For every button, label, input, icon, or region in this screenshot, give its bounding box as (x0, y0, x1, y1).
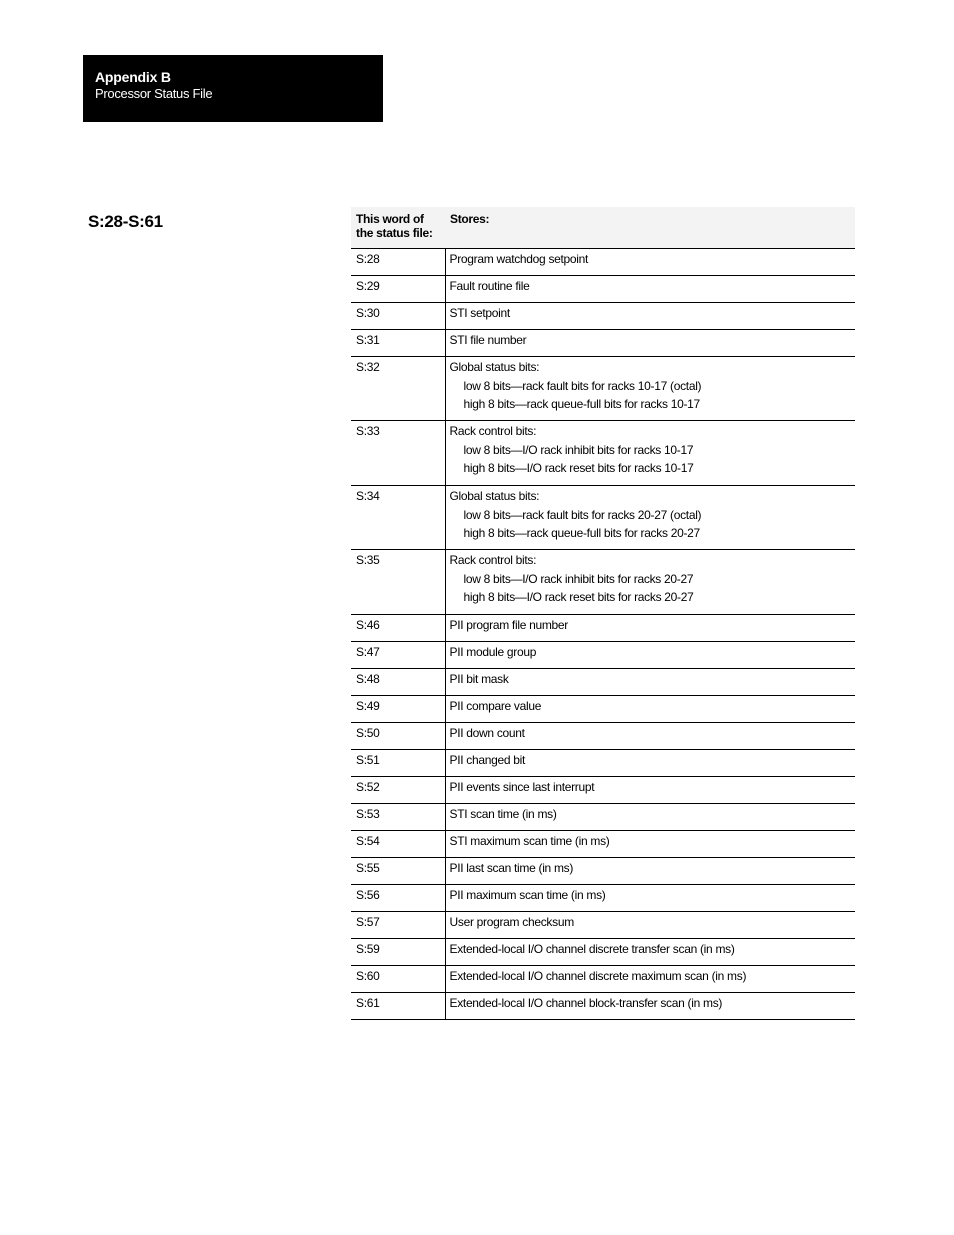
stores-detail-line: low 8 bits—rack fault bits for racks 10-17 (octal) (463, 378, 702, 393)
stores-cell (445, 614, 855, 641)
stores-cell (445, 965, 855, 992)
column-header-word-label (356, 212, 433, 240)
stores-description: PII program file number (449, 617, 568, 632)
table-row (351, 421, 855, 486)
status-word-cell: S:56 (351, 884, 445, 911)
stores-description: PII last scan time (in ms) (449, 860, 574, 875)
stores-description: Global status bits: (449, 488, 540, 503)
table-row (351, 248, 855, 275)
table-row (351, 776, 855, 803)
stores-description: STI maximum scan time (in ms) (449, 833, 610, 848)
status-word-cell: S:61 (351, 992, 445, 1019)
stores-cell (445, 938, 855, 965)
stores-description: Fault routine file (449, 278, 530, 293)
stores-description: Rack control bits: (449, 553, 537, 567)
stores-cell (445, 695, 855, 722)
stores-cell (445, 641, 855, 668)
appendix-header (83, 55, 383, 122)
table-row (351, 695, 855, 722)
status-word-cell: S:31 (351, 329, 445, 356)
stores-detail-line: high 8 bits—rack queue-full bits for racks 20-27 (463, 525, 700, 540)
stores-detail-line: low 8 bits—I/O rack inhibit bits for racks 20-27 (463, 572, 694, 586)
table-body (351, 248, 855, 1019)
stores-cell (445, 803, 855, 830)
status-word-cell: S:57 (351, 911, 445, 938)
stores-description: PII module group (449, 644, 537, 659)
status-file-table (351, 207, 855, 1020)
status-word-cell: S:28 (351, 248, 445, 275)
stores-cell (445, 884, 855, 911)
stores-cell (445, 857, 855, 884)
status-word-cell: S:60 (351, 965, 445, 992)
table-row (351, 356, 855, 421)
stores-detail-line: high 8 bits—rack queue-full bits for racks 10-17 (463, 396, 700, 411)
stores-detail-line: low 8 bits—I/O rack inhibit bits for racks 10-17 (463, 443, 694, 457)
status-word-cell: S:53 (351, 803, 445, 830)
stores-cell (445, 749, 855, 776)
appendix-subtitle: Processor Status File (95, 86, 213, 101)
stores-cell (445, 911, 855, 938)
stores-description: User program checksum (449, 914, 574, 929)
table-row (351, 302, 855, 329)
status-word-cell: S:52 (351, 776, 445, 803)
stores-cell (445, 550, 855, 615)
stores-description: PII bit mask (449, 671, 509, 686)
table-row (351, 722, 855, 749)
stores-cell (445, 722, 855, 749)
table-row (351, 485, 855, 550)
column-header-word (351, 207, 445, 248)
status-word-cell: S:29 (351, 275, 445, 302)
stores-cell (445, 485, 855, 550)
stores-description: Extended-local I/O channel block-transfer scan (in ms) (449, 995, 723, 1010)
appendix-title: Appendix B (95, 69, 171, 85)
section-heading: S:28-S:61 (88, 212, 163, 231)
stores-description: PII changed bit (449, 752, 526, 767)
stores-cell (445, 248, 855, 275)
status-word-cell: S:47 (351, 641, 445, 668)
stores-description: PII maximum scan time (in ms) (449, 887, 606, 902)
stores-description: PII down count (449, 725, 525, 740)
table-row (351, 911, 855, 938)
table-row (351, 803, 855, 830)
stores-cell (445, 356, 855, 421)
status-word-cell: S:59 (351, 938, 445, 965)
stores-description: STI setpoint (449, 305, 510, 320)
status-word-cell: S:35 (351, 550, 445, 615)
status-word-cell: S:55 (351, 857, 445, 884)
stores-detail-line: high 8 bits—I/O rack reset bits for racks 10-17 (463, 461, 694, 475)
stores-cell (445, 668, 855, 695)
table-row (351, 830, 855, 857)
stores-description: Program watchdog setpoint (449, 251, 589, 266)
stores-description: Extended-local I/O channel discrete transfer scan (in ms) (449, 941, 735, 956)
status-word-cell: S:48 (351, 668, 445, 695)
status-word-cell: S:46 (351, 614, 445, 641)
stores-description: Extended-local I/O channel discrete maximum scan (in ms) (449, 968, 747, 983)
stores-cell (445, 830, 855, 857)
table-row (351, 614, 855, 641)
table-row (351, 668, 855, 695)
status-word-cell: S:34 (351, 485, 445, 550)
stores-cell (445, 329, 855, 356)
status-word-cell: S:54 (351, 830, 445, 857)
table-row (351, 857, 855, 884)
stores-description: PII events since last interrupt (449, 779, 595, 794)
column-header-stores-label: Stores: (450, 212, 490, 226)
stores-cell (445, 776, 855, 803)
table-row (351, 992, 855, 1019)
stores-description: PII compare value (449, 698, 542, 713)
stores-description: STI scan time (in ms) (449, 806, 557, 821)
stores-description: STI file number (449, 332, 527, 347)
status-word-cell: S:51 (351, 749, 445, 776)
table-row (351, 641, 855, 668)
stores-detail-line: low 8 bits—rack fault bits for racks 20-27 (octal) (463, 507, 702, 522)
column-header-word-line: the status file: (356, 226, 433, 240)
stores-description: Global status bits: (449, 359, 540, 374)
column-header-stores (445, 207, 855, 248)
table-row (351, 884, 855, 911)
table-row (351, 749, 855, 776)
stores-cell (445, 992, 855, 1019)
table-header-row (351, 207, 855, 248)
status-word-cell: S:49 (351, 695, 445, 722)
status-word-cell: S:32 (351, 356, 445, 421)
table-row (351, 329, 855, 356)
stores-description: Rack control bits: (449, 424, 537, 438)
status-word-cell: S:30 (351, 302, 445, 329)
stores-cell (445, 421, 855, 486)
stores-cell (445, 275, 855, 302)
status-word-cell: S:50 (351, 722, 445, 749)
table-row (351, 550, 855, 615)
column-header-word-line: This word of (356, 212, 424, 226)
status-word-cell: S:33 (351, 421, 445, 486)
stores-cell (445, 302, 855, 329)
table-row (351, 275, 855, 302)
table-row (351, 965, 855, 992)
stores-detail-line: high 8 bits—I/O rack reset bits for racks 20-27 (463, 590, 694, 604)
table-row (351, 938, 855, 965)
